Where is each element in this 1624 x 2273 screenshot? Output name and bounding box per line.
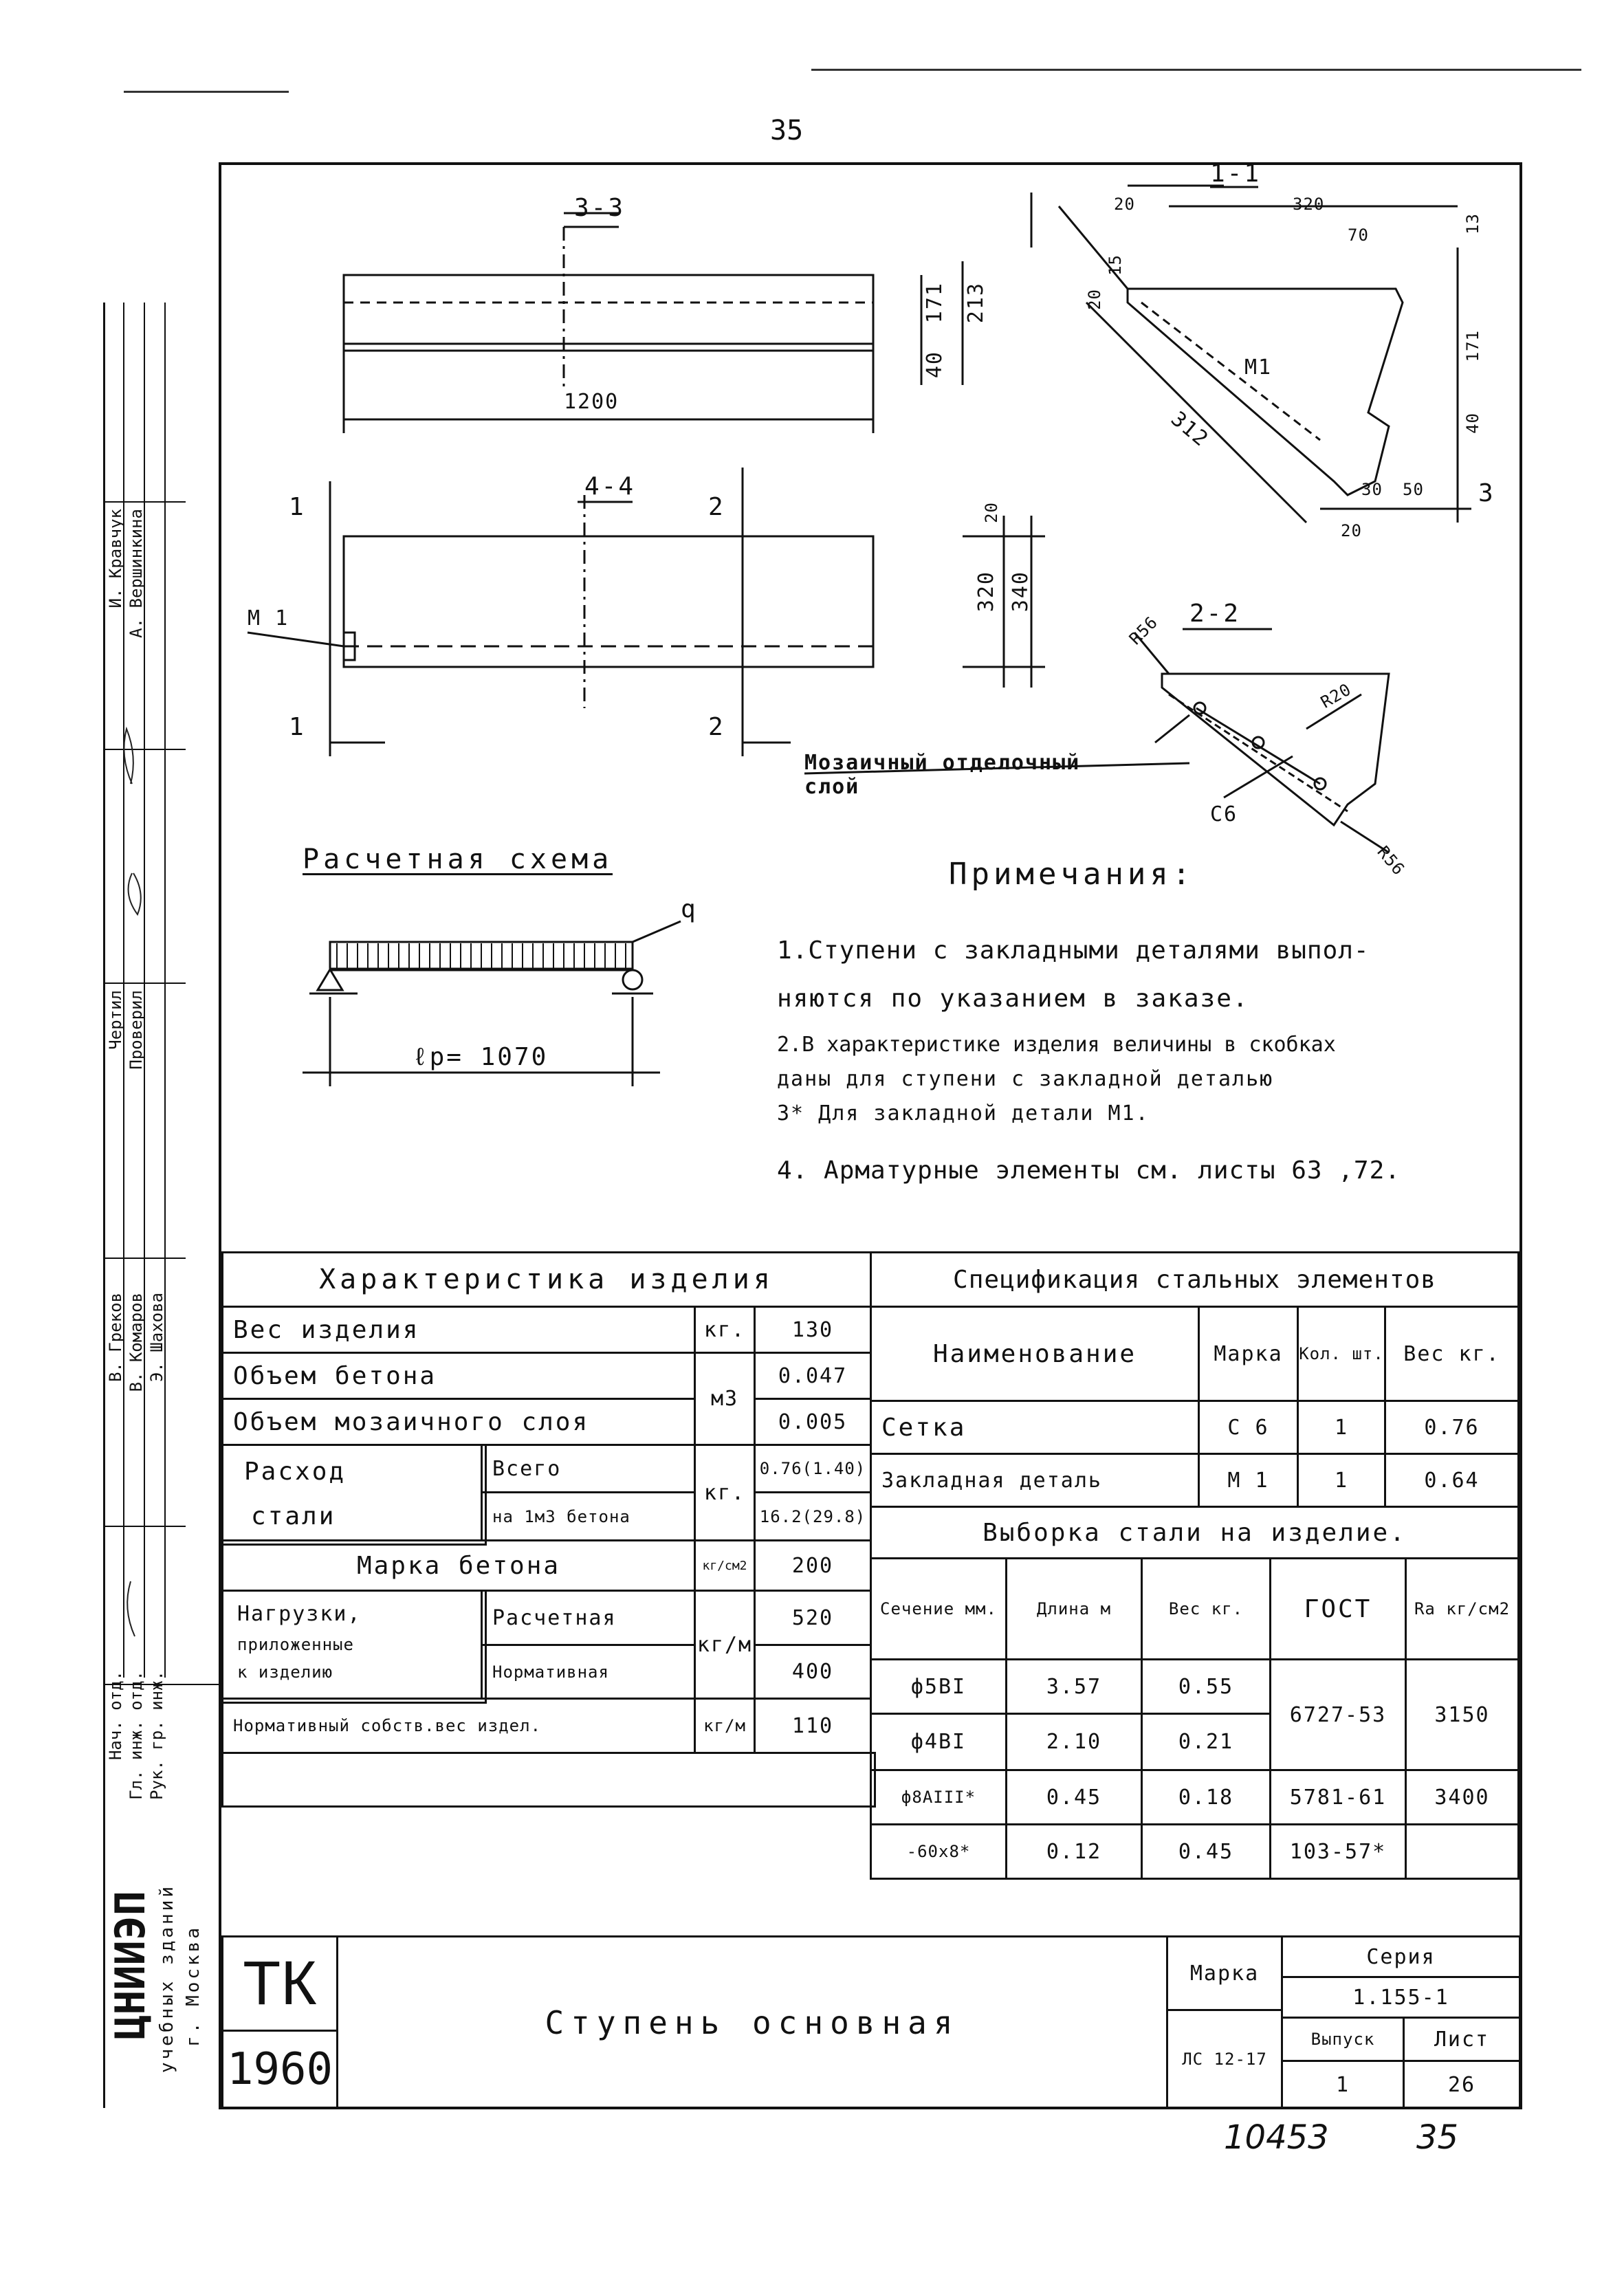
char-steel-total-value: 0.76(1.40) xyxy=(754,1444,872,1493)
spec-row-2-name: Закладная деталь xyxy=(870,1453,1200,1508)
char-concrete-volume-value: 0.047 xyxy=(754,1352,872,1400)
marka-label: Марка xyxy=(1166,1935,1283,2011)
section-1-1-dim-320: 320 xyxy=(1293,195,1325,214)
plan-marker-2-top: 2 xyxy=(708,493,725,521)
sel-row-1-section: ф5ВI xyxy=(870,1658,1007,1715)
sel-row-2-length: 2.10 xyxy=(1005,1713,1143,1771)
char-empty-row xyxy=(221,1752,876,1808)
char-mosaic-volume-value: 0.005 xyxy=(754,1398,872,1446)
role-1: Нач. отд. xyxy=(106,1671,125,1761)
steel-selection-table xyxy=(870,1557,1519,1942)
spec-row-1-mark: С 6 xyxy=(1198,1400,1299,1455)
spec-row-2-mark: М 1 xyxy=(1198,1453,1299,1508)
role-name-3: Э. Шахова xyxy=(147,1293,166,1383)
spec-row-2-weight: 0.64 xyxy=(1384,1453,1519,1508)
plan-dim-340: 340 xyxy=(1009,571,1033,613)
spec-row-1-weight: 0.76 xyxy=(1384,1400,1519,1455)
sel-row-4-ra xyxy=(1405,1823,1519,1880)
char-volume-unit: м3 xyxy=(694,1352,756,1446)
role-name-2: В. Комаров xyxy=(127,1293,146,1392)
char-loads-label-2: приложенные xyxy=(237,1635,354,1654)
calc-scheme-load: q xyxy=(681,895,698,923)
plan-marker-1-bottom: 1 xyxy=(289,713,306,741)
page-number: 35 xyxy=(1416,2118,1459,2157)
section-1-1-dim-171: 171 xyxy=(1463,330,1482,362)
sheet-label: Лист xyxy=(1403,2017,1521,2062)
note-line-3: 2.В характеристике изделия величины в скобках xyxy=(777,1033,1336,1057)
section-3-3-dim-40: 40 xyxy=(923,351,947,379)
section-1-1-label-m1: M1 xyxy=(1244,355,1273,380)
section-1-1-dim-30: 30 xyxy=(1361,480,1383,499)
char-steel-label-cell xyxy=(221,1444,487,1546)
char-concrete-grade-unit: кг/см2 xyxy=(694,1539,756,1592)
characteristics-table xyxy=(221,1251,872,1939)
sel-row-4-gost: 103-57* xyxy=(1269,1823,1407,1880)
char-mosaic-volume-label: Объем мозаичного слоя xyxy=(221,1398,696,1446)
section-1-1-dim-50: 50 xyxy=(1403,480,1424,499)
spec-row-1-name: Сетка xyxy=(870,1400,1200,1455)
sel-row-1-weight: 0.55 xyxy=(1141,1658,1271,1715)
spec-header-mark: Марка xyxy=(1198,1306,1299,1402)
note-line-4: даны для ступени с закладной деталью xyxy=(777,1067,1274,1091)
sel-row-3-section: ф8АIII* xyxy=(870,1769,1007,1825)
plan-dim-20: 20 xyxy=(982,502,1001,523)
sheet-value: 26 xyxy=(1403,2060,1521,2109)
char-load-norm-value: 400 xyxy=(754,1644,872,1700)
char-self-weight-value: 110 xyxy=(754,1698,872,1754)
sel-row-3-length: 0.45 xyxy=(1005,1769,1143,1825)
title-block xyxy=(221,1935,1521,2109)
inventory-number: 10453 xyxy=(1224,2118,1329,2157)
sel-row-4-section: -60х8* xyxy=(870,1823,1007,1880)
sel-header-weight: Вес кг. xyxy=(1141,1557,1271,1660)
spec-header-name: Наименование xyxy=(870,1306,1200,1402)
char-weight-label: Вес изделия xyxy=(221,1306,696,1354)
calc-scheme-title: Расчетная схема xyxy=(303,844,613,875)
section-1-1-dim-20c: 20 xyxy=(1341,521,1362,540)
note-line-6: 4. Арматурные элементы см. листы 63 ,72. xyxy=(777,1156,1401,1185)
char-weight-unit: кг. xyxy=(694,1306,756,1354)
char-self-weight-label: Нормативный собств.вес издел. xyxy=(221,1698,696,1754)
series-value: 1.155-1 xyxy=(1281,1976,1521,2019)
plan-dim-320: 320 xyxy=(974,571,998,613)
institute-name: ЦНИИЭП xyxy=(107,1891,155,2040)
characteristics-title: Характеристика изделия xyxy=(221,1251,872,1308)
year: 1960 xyxy=(221,2030,338,2109)
char-steel-unit: кг. xyxy=(694,1444,756,1541)
sel-header-section: Сечение мм. xyxy=(870,1557,1007,1660)
mosaic-layer-label-2: слой xyxy=(804,775,860,799)
issue-value: 1 xyxy=(1281,2060,1405,2109)
section-1-1-title: 1-1 xyxy=(1210,160,1262,188)
role2-2: Проверил xyxy=(127,990,146,1070)
plan-marker-2-bottom: 2 xyxy=(708,713,725,741)
sel-header-gost: ГОСТ xyxy=(1269,1557,1407,1660)
org-code: ТК xyxy=(221,1935,338,2032)
role2-name-1: И. Кравчук xyxy=(106,509,125,608)
char-loads-label-3: к изделию xyxy=(237,1662,333,1682)
role-2: Гл. инж. отд. xyxy=(127,1671,146,1800)
char-concrete-volume-label: Объем бетона xyxy=(221,1352,696,1400)
char-loads-label-cell xyxy=(221,1590,487,1704)
char-self-weight-unit: кг/м xyxy=(694,1698,756,1754)
sel-row-2-weight: 0.21 xyxy=(1141,1713,1271,1771)
notes-title: Примечания: xyxy=(949,857,1195,892)
section-1-1-dim-70: 70 xyxy=(1348,226,1369,245)
product-name: Ступень основная xyxy=(336,1935,1168,2109)
role-3: Рук. гр. инж. xyxy=(147,1671,166,1800)
series-label: Серия xyxy=(1281,1935,1521,1978)
sel-row-3-weight: 0.18 xyxy=(1141,1769,1271,1825)
spec-row-1-qty: 1 xyxy=(1297,1400,1386,1455)
section-1-1-marker-3: 3 xyxy=(1478,479,1495,507)
section-1-1-dim-40: 40 xyxy=(1463,413,1482,434)
char-loads-label-1: Нагрузки, xyxy=(237,1602,362,1626)
sel-row-1-ra: 3150 xyxy=(1405,1658,1519,1771)
role2-name-2: А. Вершинкина xyxy=(127,509,146,638)
section-2-2-c6: C6 xyxy=(1210,802,1238,826)
char-steel-total-label: Всего xyxy=(481,1444,696,1493)
section-3-3-dim-171: 171 xyxy=(923,282,947,324)
char-steel-label-2: стали xyxy=(251,1502,336,1530)
sel-row-1-length: 3.57 xyxy=(1005,1658,1143,1715)
sel-row-3-ra: 3400 xyxy=(1405,1769,1519,1825)
section-2-2-r20: R20 xyxy=(1317,679,1355,712)
char-steel-label-1: Расход xyxy=(244,1458,347,1486)
specification-table xyxy=(870,1251,1519,1568)
section-1-1-dim-20b: 20 xyxy=(1085,289,1104,310)
issue-label: Выпуск xyxy=(1281,2017,1405,2062)
plan-4-4-title: 4-4 xyxy=(584,472,636,501)
plan-label-m1: M 1 xyxy=(248,606,289,630)
spec-header-qty: Кол. шт. xyxy=(1297,1306,1386,1402)
char-steel-per-m3-label: на 1м3 бетона xyxy=(481,1491,696,1541)
sel-row-1-gost: 6727-53 xyxy=(1269,1658,1407,1771)
section-3-3-title: 3-3 xyxy=(574,194,626,222)
role2-1: Чертил xyxy=(106,990,125,1050)
plan-marker-1-top: 1 xyxy=(289,493,306,521)
section-1-1-dim-20: 20 xyxy=(1114,195,1135,214)
section-2-2-r56-bottom: R56 xyxy=(1373,842,1409,879)
char-load-calc-value: 520 xyxy=(754,1590,872,1646)
char-load-norm-label: Нормативная xyxy=(481,1644,696,1700)
spec-header-weight: Вес кг. xyxy=(1384,1306,1519,1402)
char-concrete-grade-value: 200 xyxy=(754,1539,872,1592)
section-2-2-title: 2-2 xyxy=(1189,600,1241,628)
mosaic-layer-label-1: Мозаичный отделочный xyxy=(804,751,1081,775)
marka-value: ЛС 12-17 xyxy=(1166,2009,1283,2109)
sheet-number-top: 35 xyxy=(770,115,804,146)
sel-row-4-weight: 0.45 xyxy=(1141,1823,1271,1880)
sel-row-3-gost: 5781-61 xyxy=(1269,1769,1407,1825)
sel-row-2-section: ф4ВI xyxy=(870,1713,1007,1771)
note-line-2: няются по указанием в заказе. xyxy=(777,985,1249,1013)
char-load-calc-label: Расчетная xyxy=(481,1590,696,1646)
section-1-1-dim-312: 312 xyxy=(1166,406,1214,452)
char-load-unit: кг/м xyxy=(694,1590,756,1700)
note-line-5: 3* Для закладной детали М1. xyxy=(777,1101,1150,1125)
char-concrete-grade-label: Марка бетона xyxy=(221,1539,696,1592)
char-steel-per-m3-value: 16.2(29.8) xyxy=(754,1491,872,1541)
section-2-2-r56-top: R56 xyxy=(1125,612,1162,649)
institute-subtitle-1: учебных зданий xyxy=(157,1884,177,2074)
sel-header-length: Длина м xyxy=(1005,1557,1143,1660)
institute-subtitle-2: г. Москва xyxy=(183,1925,204,2047)
note-line-1: 1.Ступени с закладными деталями выпол- xyxy=(777,936,1370,965)
role-name-1: В. Греков xyxy=(106,1293,125,1383)
specification-title: Спецификация стальных элементов xyxy=(870,1251,1519,1308)
spec-row-2-qty: 1 xyxy=(1297,1453,1386,1508)
section-3-3-dim-213: 213 xyxy=(964,282,988,324)
calc-scheme-span: ℓp= 1070 xyxy=(413,1043,549,1071)
section-3-3-dim-length: 1200 xyxy=(564,390,619,414)
section-1-1-dim-13: 13 xyxy=(1463,213,1482,234)
steel-selection-title: Выборка стали на изделие. xyxy=(870,1506,1519,1559)
char-weight-value: 130 xyxy=(754,1306,872,1354)
sel-row-4-length: 0.12 xyxy=(1005,1823,1143,1880)
section-1-1-dim-15: 15 xyxy=(1106,254,1125,276)
sel-header-ra: Ra кг/см2 xyxy=(1405,1557,1519,1660)
